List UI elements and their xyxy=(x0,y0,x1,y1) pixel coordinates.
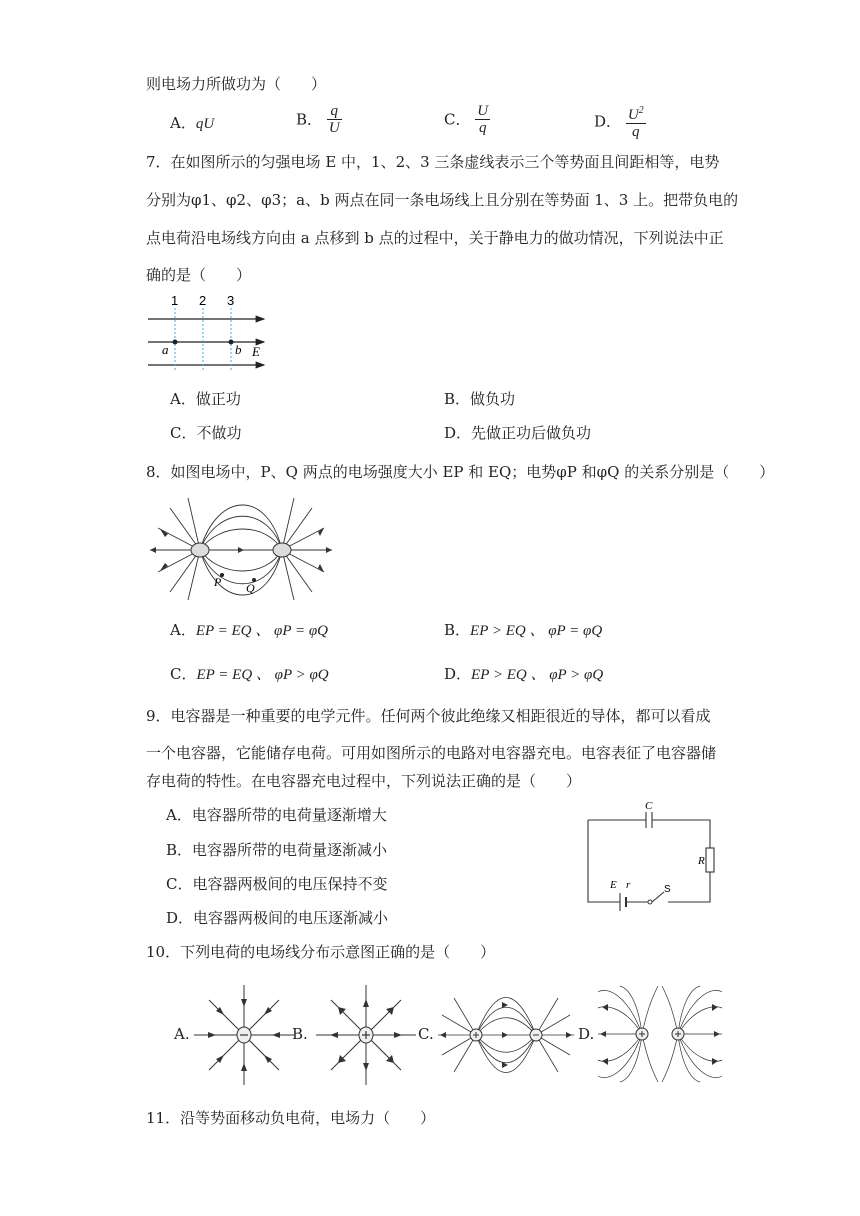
q6-option-b[interactable]: B． $\frac{q}{U}$ xyxy=(296,103,340,136)
q8-option-c[interactable]: C．EP = EQ 、 φP > φQ xyxy=(170,665,329,683)
svg-text:1: 1 xyxy=(171,293,179,308)
q7-stem-line-2: 分别为φ1、φ2、φ3；a、b 两点在同一条电场线上且分别在等势面 1、3 上。把带负电的 xyxy=(146,191,739,209)
q9-option-a[interactable]: A．电容器所带的电荷量逐渐增大 xyxy=(166,806,387,824)
svg-text:P: P xyxy=(214,575,222,589)
q9-stem-line-1: 9．电容器是一种重要的电学元件。任何两个彼此绝缘又相距很近的导体，都可以看成 xyxy=(146,707,711,725)
svg-text:3: 3 xyxy=(227,293,235,308)
svg-text:2: 2 xyxy=(199,293,207,308)
q7-stem-line-1: 7．在如图所示的匀强电场 E 中，1、2、3 三条虚线表示三个等势面且间距相等，电势 xyxy=(146,153,720,171)
fraction: $\frac{q}{U}$ xyxy=(328,103,340,136)
svg-text:a: a xyxy=(162,342,169,357)
svg-text:E: E xyxy=(252,344,260,359)
q7-stem-line-3: 点电荷沿电场线方向由 a 点移到 b 点的过程中，关于静电力的做功情况，下列说法中正 xyxy=(146,229,724,247)
q6-stem-tail: 则电场力所做功为（ ） xyxy=(146,75,327,93)
q7-option-b[interactable]: B．做负功 xyxy=(444,390,516,408)
q8-option-d[interactable]: D．EP > EQ 、 φP > φQ xyxy=(444,665,604,683)
q6-option-a[interactable]: A．qU xyxy=(170,114,215,132)
q8-stem: 8．如图电场中，P、Q 两点的电场强度大小 EP 和 EQ；电势φP 和φQ 的关系分别是（ ） xyxy=(146,463,775,481)
q11-stem: 11．沿等势面移动负电荷，电场力（ ） xyxy=(146,1109,436,1127)
svg-text:S: S xyxy=(664,884,671,895)
q10-figure-d-like-charges xyxy=(598,986,722,1082)
q10-figure-c-dipole xyxy=(436,990,576,1080)
q10-figure-b-positive-charge xyxy=(316,985,416,1085)
q9-circuit-figure xyxy=(584,800,714,910)
q7-option-c[interactable]: C．不做功 xyxy=(170,424,242,442)
q7-stem-line-4: 确的是（ ） xyxy=(146,266,252,284)
q8-field-lines-figure xyxy=(148,490,338,600)
q8-option-b[interactable]: B．EP > EQ 、 φP = φQ xyxy=(444,621,603,639)
q10-stem: 10．下列电荷的电场线分布示意图正确的是（ ） xyxy=(146,943,496,961)
q9-option-c[interactable]: C．电容器两极间的电压保持不变 xyxy=(166,875,388,893)
svg-text:Q: Q xyxy=(246,581,255,595)
svg-text:C: C xyxy=(645,800,653,812)
q7-option-d[interactable]: D．先做正功后做负功 xyxy=(444,424,592,442)
q7-uniform-field-figure xyxy=(146,292,276,372)
svg-text:r: r xyxy=(626,879,631,891)
q10-option-d-label[interactable]: D. xyxy=(578,1025,595,1043)
svg-text:R: R xyxy=(698,855,705,867)
q10-figure-a-negative-charge xyxy=(194,985,294,1085)
q6-option-d[interactable]: D． $\frac{U^2}{q}$ xyxy=(594,105,644,140)
q10-option-a-label[interactable]: A. xyxy=(174,1025,190,1043)
q10-option-c-label[interactable]: C. xyxy=(418,1025,434,1043)
q9-option-d[interactable]: D．电容器两极间的电压逐渐减小 xyxy=(166,909,389,927)
q9-stem-line-2: 一个电容器，它能储存电荷。可用如图所示的电路对电容器充电。电容表征了电容器储 xyxy=(146,744,717,762)
q6-option-c[interactable]: C． $\frac{U}{q}$ xyxy=(444,103,489,136)
svg-text:b: b xyxy=(235,342,242,357)
fraction: $\frac{U^2}{q}$ xyxy=(627,105,644,140)
q9-stem-line-3: 存电荷的特性。在电容器充电过程中，下列说法正确的是（ ） xyxy=(146,772,582,790)
fraction: $\frac{U}{q}$ xyxy=(477,103,489,136)
q8-option-a[interactable]: A．EP = EQ 、 φP = φQ xyxy=(170,621,328,639)
svg-text:E: E xyxy=(610,879,617,891)
q7-option-a[interactable]: A．做正功 xyxy=(170,390,241,408)
q9-option-b[interactable]: B．电容器所带的电荷量逐渐减小 xyxy=(166,841,388,859)
q10-option-b-label[interactable]: B. xyxy=(292,1025,308,1043)
